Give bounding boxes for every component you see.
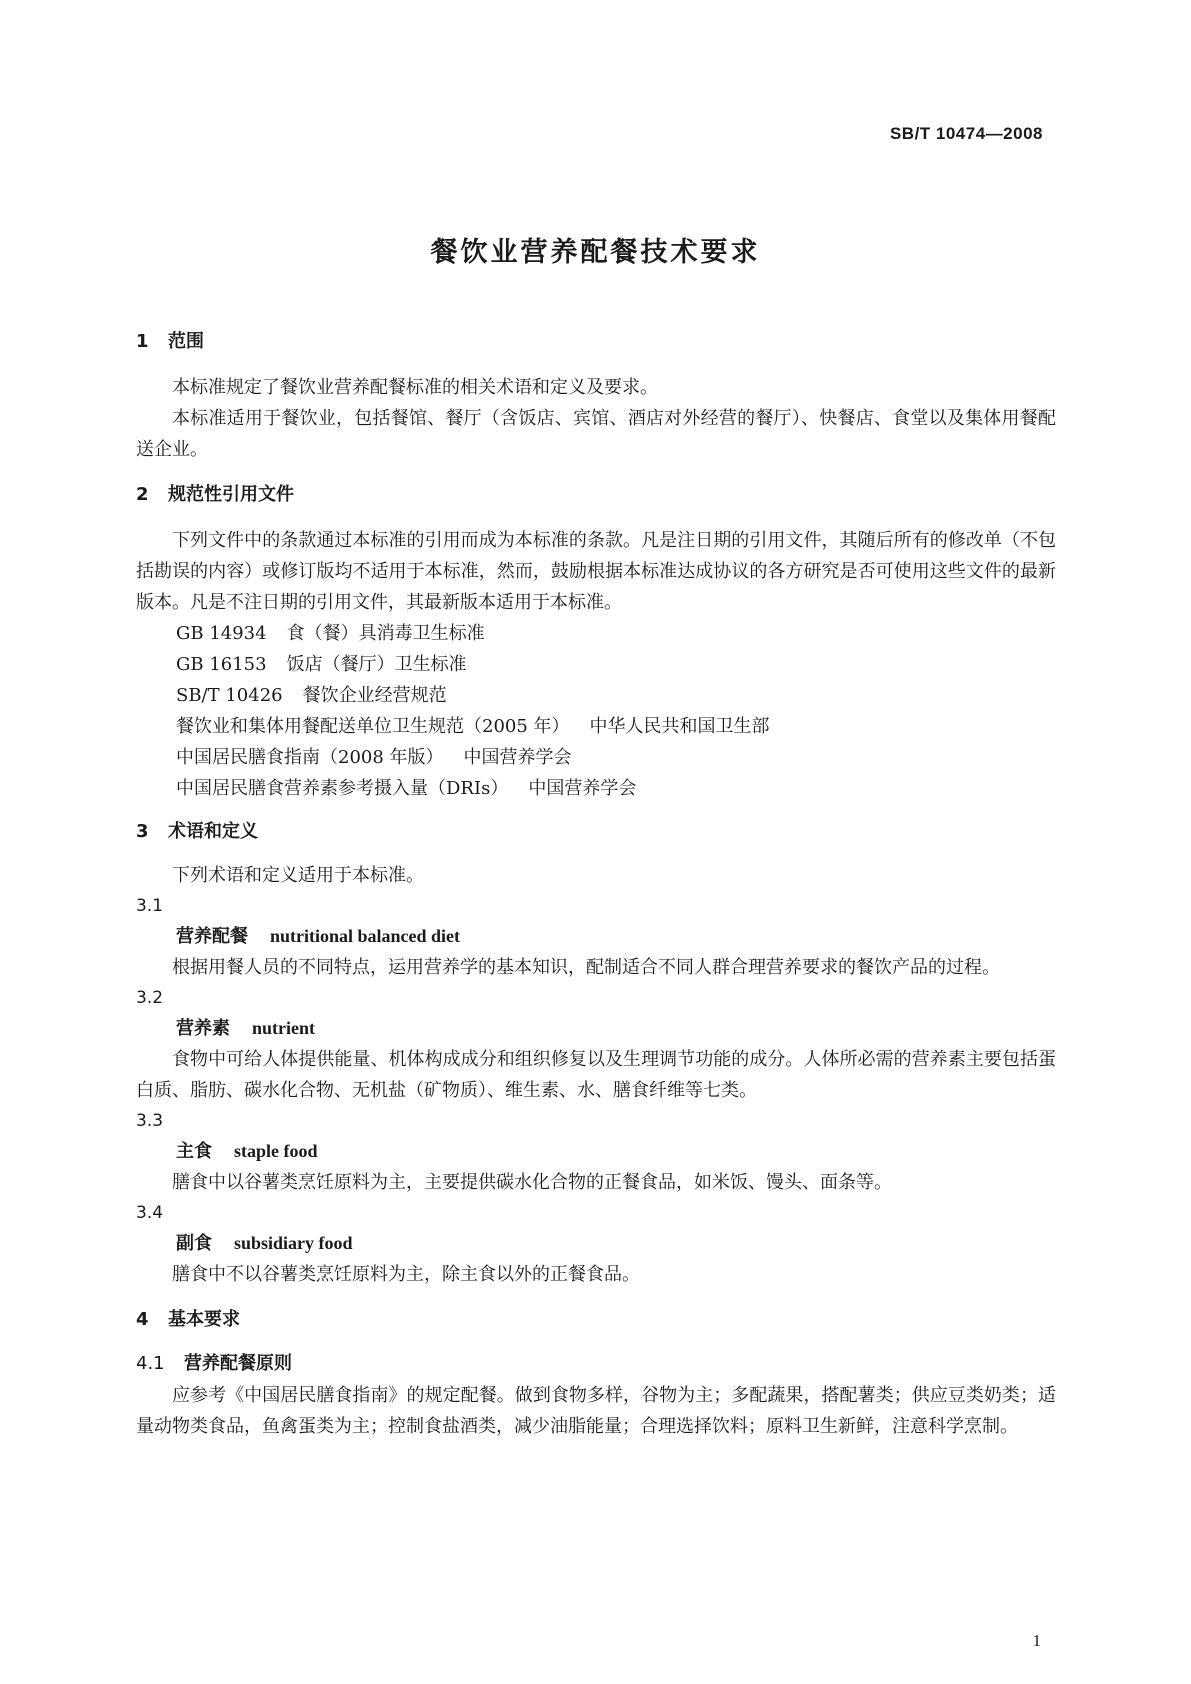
paragraph: 下列文件中的条款通过本标准的引用而成为本标准的条款。凡是注日期的引用文件，其随后所有的修改单（不包括勘误的内容）或修订版均不适用于本标准，然而，鼓励根据本标准达成协议的各方研究是否可使用这些文件的最新版本。凡是不注日期的引用文件，其最新版本适用于本标准。 <box>136 530 1056 613</box>
paragraph: 本标准规定了餐饮业营养配餐标准的相关术语和定义及要求。 <box>172 377 658 398</box>
term-heading <box>136 1228 1056 1259</box>
section-number: 1 <box>136 331 149 352</box>
term-definition: 食物中可给人体提供能量、机体构成成分和组织修复以及生理调节功能的成分。人体所必需的营养素主要包括蛋白质、脂肪、碳水化合物、无机盐（矿物质）、维生素、水、膳食纤维等七类。 <box>136 1049 1056 1101</box>
section-title: 基本要求 <box>168 1309 240 1330</box>
reference-item <box>136 742 1056 773</box>
reference-item <box>136 649 1056 680</box>
clause-number: 3.2 <box>136 988 164 1008</box>
section-title: 范围 <box>168 331 204 352</box>
section-number: 4 <box>136 1309 149 1330</box>
subsection-title: 营养配餐原则 <box>184 1353 292 1374</box>
section-4-heading <box>136 1304 1056 1336</box>
clause-number: 3.4 <box>136 1203 164 1223</box>
term-zh: 营养素 <box>176 1018 230 1039</box>
subsection-number: 4.1 <box>136 1353 165 1374</box>
reference-name: 餐饮企业经营规范 <box>302 685 447 706</box>
term-definition: 膳食中以谷薯类烹饪原料为主，主要提供碳水化合物的正餐食品，如米饭、馒头、面条等。 <box>172 1172 892 1193</box>
section-number: 2 <box>136 484 149 505</box>
clause-number: 3.1 <box>136 896 164 916</box>
standard-code: SB/T 10474—2008 <box>889 124 1043 143</box>
clause-number: 3.3 <box>136 1111 164 1131</box>
paragraph: 下列术语和定义适用于本标准。 <box>172 865 424 886</box>
term-en: nutrient <box>252 1018 315 1038</box>
page-number: 1 <box>1032 1631 1041 1650</box>
section-2-heading <box>136 479 1056 511</box>
reference-name: 中国营养学会 <box>528 778 637 799</box>
reference-code: 中国居民膳食指南（2008 年版） <box>176 747 444 768</box>
term-heading <box>136 1013 1056 1044</box>
reference-code: GB 16153 <box>176 654 267 675</box>
term-en: nutritional balanced diet <box>270 926 461 946</box>
reference-item <box>136 680 1056 711</box>
paragraph: 应参考《中国居民膳食指南》的规定配餐。做到食物多样，谷物为主；多配蔬果，搭配薯类；供应豆类奶类；适量动物类食品，鱼禽蛋类为主；控制食盐酒类，减少油脂能量；合理选择饮料；原料卫生新鲜，注意科学烹制。 <box>136 1385 1056 1437</box>
term-en: staple food <box>234 1141 318 1161</box>
section-1-heading <box>136 326 1056 358</box>
term-zh: 营养配餐 <box>176 926 248 947</box>
term-en: subsidiary food <box>234 1233 353 1253</box>
reference-item <box>136 618 1056 649</box>
reference-code: GB 14934 <box>176 623 267 644</box>
section-3-heading <box>136 816 1056 848</box>
section-title: 术语和定义 <box>168 821 258 842</box>
section-number: 3 <box>136 821 149 842</box>
reference-name: 食（餐）具消毒卫生标准 <box>286 623 485 644</box>
document-title: 餐饮业营养配餐技术要求 <box>430 237 761 268</box>
reference-code: 餐饮业和集体用餐配送单位卫生规范（2005 年） <box>176 716 570 737</box>
reference-item <box>136 773 1056 804</box>
document-body <box>136 326 1056 1442</box>
subsection-heading <box>136 1348 1056 1380</box>
reference-code: 中国居民膳食营养素参考摄入量（DRIs） <box>176 778 509 799</box>
term-heading <box>136 921 1056 952</box>
term-definition: 膳食中不以谷薯类烹饪原料为主，除主食以外的正餐食品。 <box>172 1264 640 1285</box>
term-definition: 根据用餐人员的不同特点，运用营养学的基本知识，配制适合不同人群合理营养要求的餐饮产品的过程。 <box>172 957 1000 978</box>
term-zh: 副食 <box>176 1233 212 1254</box>
term-heading <box>136 1136 1056 1167</box>
paragraph: 本标准适用于餐饮业，包括餐馆、餐厅（含饭店、宾馆、酒店对外经营的餐厅）、快餐店、食堂以及集体用餐配送企业。 <box>136 408 1056 460</box>
reference-name: 中华人民共和国卫生部 <box>589 716 770 737</box>
term-zh: 主食 <box>176 1141 212 1162</box>
reference-name: 饭店（餐厅）卫生标准 <box>286 654 467 675</box>
section-title: 规范性引用文件 <box>168 484 294 505</box>
reference-code: SB/T 10426 <box>176 685 283 706</box>
reference-item <box>136 711 1056 742</box>
reference-name: 中国营养学会 <box>463 747 572 768</box>
